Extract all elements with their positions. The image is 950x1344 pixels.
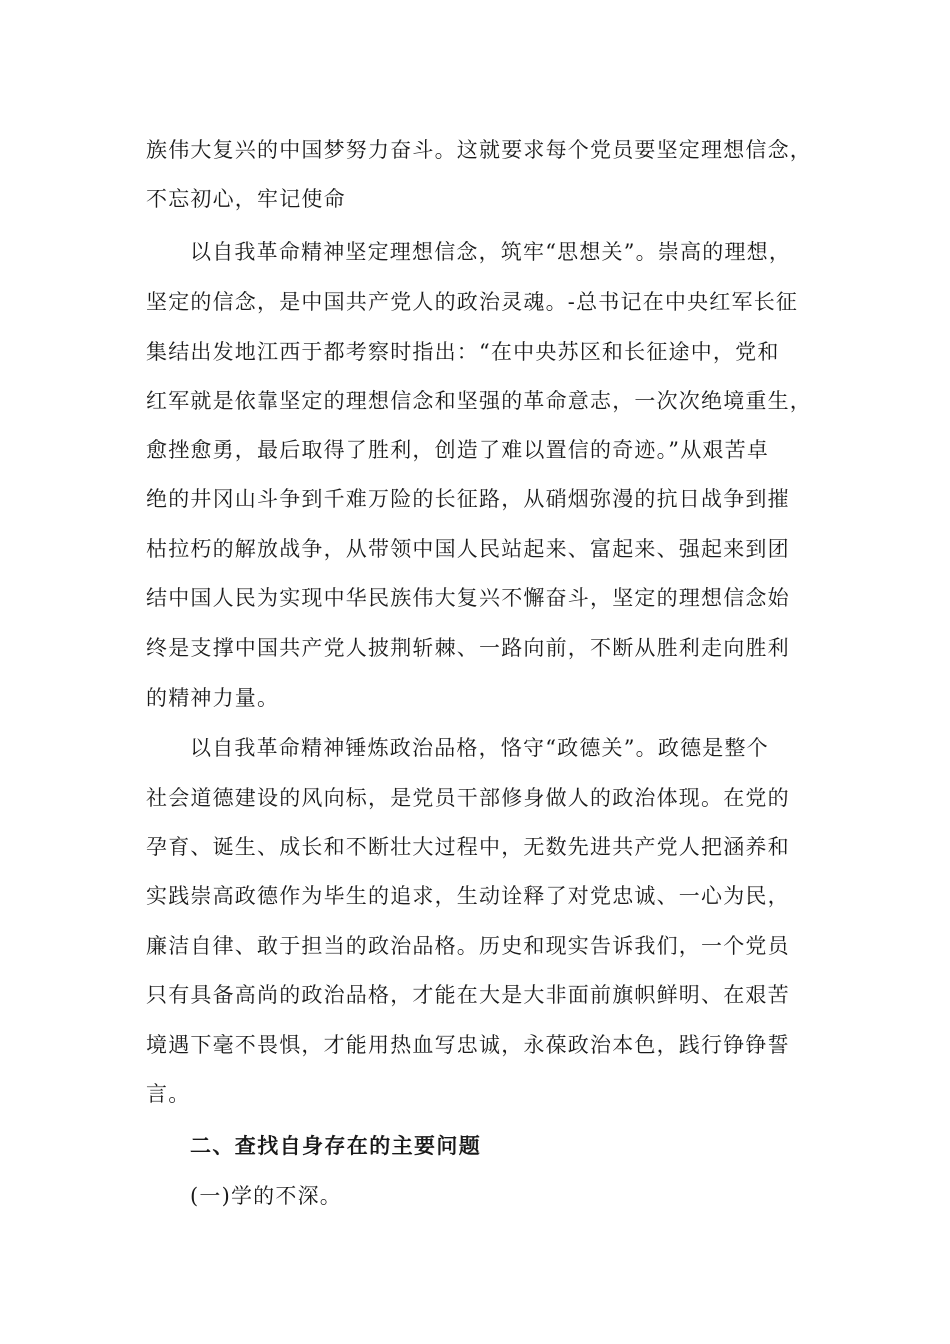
section-heading: 二、查找自身存在的主要问题	[190, 1134, 482, 1158]
paragraph-2-line-3: 集结出发地江西于都考察时指出：“在中央苏区和长征途中，党和	[146, 340, 780, 364]
paragraph-2-line-10: 的精神力量。	[146, 686, 280, 710]
paragraph-3-line-1: 以自我革命精神锤炼政治品格，恪守“政德关”。政德是整个	[190, 736, 769, 760]
paragraph-3-line-6: 只有具备高尚的政治品格，才能在大是大非面前旗帜鲜明、在艰苦	[146, 983, 790, 1007]
paragraph-1-line-2: 不忘初心，牢记使命	[146, 187, 346, 211]
paragraph-3-line-8: 言。	[146, 1082, 191, 1106]
subsection-heading: (一)学的不深。	[190, 1184, 342, 1208]
paragraph-3-line-5: 廉洁自律、敢于担当的政治品格。历史和现实告诉我们，一个党员	[146, 934, 790, 958]
paragraph-2-line-9: 终是支撑中国共产党人披荆斩棘、一路向前，不断从胜利走向胜利	[146, 636, 790, 660]
paragraph-2-line-6: 绝的井冈山斗争到千难万险的长征路，从硝烟弥漫的抗日战争到摧	[146, 487, 790, 511]
paragraph-3-line-7: 境遇下毫不畏惧，才能用热血写忠诚，永葆政治本色，践行铮铮誓	[146, 1033, 790, 1057]
paragraph-2-line-4: 红军就是依靠坚定的理想信念和坚强的革命意志，一次次绝境重生，	[146, 389, 812, 413]
paragraph-2-line-7: 枯拉朽的解放战争，从带领中国人民站起来、富起来、强起来到团	[146, 537, 790, 561]
paragraph-3-line-2: 社会道德建设的风向标，是党员干部修身做人的政治体现。在党的	[146, 786, 790, 810]
paragraph-3-line-4: 实践崇高政德作为毕生的追求，生动诠释了对党忠诚、一心为民，	[146, 884, 790, 908]
paragraph-2-line-1: 以自我革命精神坚定理想信念，筑牢“思想关”。崇高的理想，	[190, 240, 792, 264]
paragraph-3-line-3: 孕育、诞生、成长和不断壮大过程中，无数先进共产党人把涵养和	[146, 835, 790, 859]
paragraph-2-line-8: 结中国人民为实现中华民族伟大复兴不懈奋斗，坚定的理想信念始	[146, 586, 790, 610]
paragraph-2-line-5: 愈挫愈勇，最后取得了胜利，创造了难以置信的奇迹。”从艰苦卓	[146, 438, 770, 462]
paragraph-2-line-2: 坚定的信念，是中国共产党人的政治灵魂。-总书记在中央红军长征	[146, 290, 799, 314]
paragraph-1-line-1: 族伟大复兴的中国梦努力奋斗。这就要求每个党员要坚定理想信念，	[146, 138, 812, 162]
